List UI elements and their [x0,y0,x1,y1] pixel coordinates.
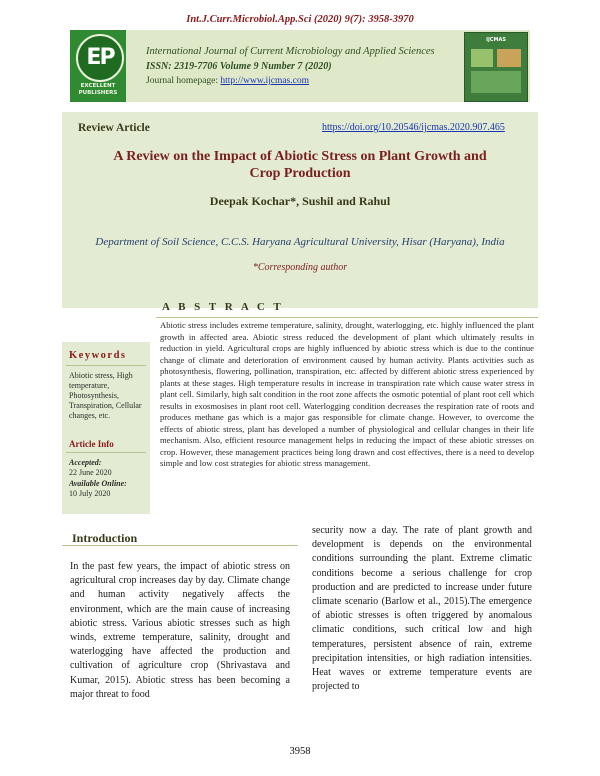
article-title: A Review on the Impact of Abiotic Stress on Plant Growth and Crop Production [113,149,487,181]
introduction-heading: Introduction [72,531,138,545]
affiliation: Department of Soil Science, C.C.S. Haryana Agricultural University, Hisar (Haryana), India [95,236,505,248]
homepage-label: Journal homepage: [146,76,221,86]
abstract-text: Abiotic stress includes extreme temperature, salinity, drought, waterlogging, etc. highly influenced the plant growth in affected area. Abiotic stress reduced the development of plant which ultimately results in reduction in yield. Agricultural crops are highly influenced by abiotic stress which is due to the continue change of climate and deterioration of environment caused by human activity. Plants activities such as photosynthesis, flowering, pollination, transpiration, etc. affected by different abiotic stress experienced by plants at these stages. High temperature results in increase in transpiration rate which cause water stress in plant cell. Similarly, high salt condition in the root zone affects the osmotic potential of plant root cell which results in exosmosises in plant root cell. Waterlogging condition decreases the respiration rate of roots and produces methane gas which is a major gas responsible for climate change. However, to overcome the effects of abiotic stress, plant has developed a number of physiological and cellular changes in their life mechanism. Also, efficient resource management helps in reducing the impact of these abiotic stresses on crop. However, these management practices being long drawn and cost effectives, there is a need to develop simple and low cost strategies for abiotic stress management. [160,320,534,468]
article-type: Review Article [78,122,150,134]
cover-photo-2 [497,49,521,67]
cover-photo-3 [471,71,521,93]
issn-line: ISSN: 2319-7706 Volume 9 Number 7 (2020) [146,61,332,72]
online-date: 10 July 2020 [69,489,111,498]
corresponding-author: *Corresponding author [252,262,348,273]
introduction-divider [62,545,298,546]
introduction-column-1: In the past few years, the impact of abiotic stress on agricultural crop increases day by day. Climate change and human activity negatively affects the environment, which are the main cause of increasing abiotic stress. Various abiotic stresses such as high winds, extreme temperature, salinity, drought and waterlogging have affected the production and cultivation of agriculture crop (Shrivastava and Kumar, 2015). Abiotic stress has been becoming a major threat to food [70,561,290,700]
introduction-column-2: security now a day. The rate of plant growth and development is depends on the environmental conditions surrounding the plant. Extreme climatic conditions become a serious challenge for crop production and are predicted to increase under future climate scenario (Barlow et al., 2015).The emergence of abiotic stresses is often triggered by anomalous climatic conditions, such critical low and high temperatures, persistent absence of rain, extreme precipitation intensities, or high radiation intensities. Heat waves or extreme temperature events are projected to [312,525,532,693]
journal-cover-image [464,32,528,102]
logo-letters: EP [76,34,124,82]
homepage-link[interactable]: http://www.ijcmas.com [220,76,309,86]
journal-name: International Journal of Current Microbiology and Applied Sciences [146,46,435,57]
publisher-logo [70,30,126,102]
keywords-heading: Keywords [69,350,127,361]
journal-homepage [146,76,309,86]
accepted-label: Accepted: [69,458,102,467]
article-info-heading: Article Info [69,439,114,449]
keywords-divider [66,365,146,366]
accepted-date: 22 June 2020 [69,468,112,477]
logo-publisher-text: EXCELLENT PUBLISHERS [78,83,118,96]
cover-photo-1 [471,49,493,67]
abstract-divider [156,317,538,318]
running-header: Int.J.Curr.Microbiol.App.Sci (2020) 9(7): 3958-3970 [186,14,414,25]
abstract-heading: A B S T R A C T [162,301,284,313]
online-label: Available Online: [69,479,127,488]
cover-title: IJCMAS [486,37,506,43]
authors: Deepak Kochar*, Sushil and Rahul [209,194,391,208]
doi-link[interactable]: https://doi.org/10.20546/ijcmas.2020.907.465 [322,122,505,133]
article-info-divider [66,452,146,453]
keywords-list: Abiotic stress, High temperature, Photosynthesis, Transpiration, Cellular changes, etc. [69,371,142,420]
page-number: 3958 [289,746,311,757]
article-meta-panel [62,112,538,308]
